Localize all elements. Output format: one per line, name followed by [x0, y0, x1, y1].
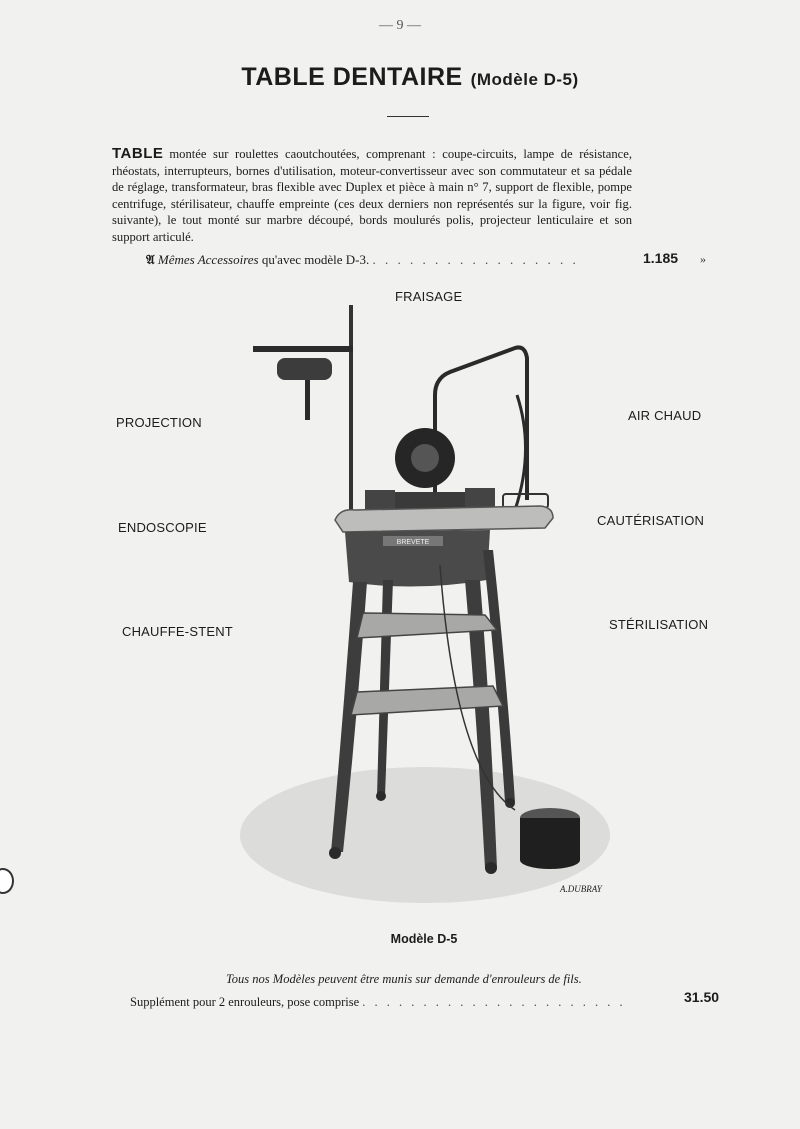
accessories-line: [146, 252, 579, 268]
label-cauterisation: CAUTÉRISATION: [597, 513, 705, 528]
caster: [329, 847, 341, 859]
accessories-price: 1.185: [643, 250, 679, 266]
projector-arm: [253, 346, 353, 352]
title-model: (Modèle D-5): [470, 70, 579, 89]
supplement-line: [130, 995, 626, 1010]
foot-pedal-base: [520, 851, 580, 869]
label-chauffe-stent: CHAUFFE-STENT: [122, 624, 233, 639]
label-air-chaud: AIR CHAUD: [628, 408, 702, 423]
switch-block-left: [365, 490, 395, 510]
accessories-text: qu'avec modèle D-3.: [261, 252, 370, 267]
name-plate-text: BREVETE: [396, 539, 430, 546]
motor-hub: [411, 444, 439, 472]
supplement-leaders: . . . . . . . . . . . . . . . . . . . . . .: [362, 995, 626, 1009]
leg-back-left: [377, 580, 393, 796]
projector-lamp: [277, 358, 332, 380]
projector-handle: [305, 380, 310, 420]
title-main: TABLE DENTAIRE: [241, 63, 463, 91]
description-lead: TABLE: [112, 145, 164, 162]
title-rule: [387, 116, 429, 117]
illustrator-signature: A.DUBRAY: [560, 884, 602, 894]
label-endoscopie: ENDOSCOPIE: [118, 520, 207, 535]
caster: [485, 862, 497, 874]
accessories-leaders: . . . . . . . . . . . . . . . . .: [372, 252, 579, 267]
marble-top: [335, 506, 553, 532]
accessories-symbol: 𝔄: [146, 252, 155, 267]
description-text: montée sur roulettes caoutchoutées, comprenant : coupe-circuits, lampe de résistance, rhéostats, interrupteurs, bornes d'utilisation, moteur-convertisseur avec son commutateur et sa pédale de réglage, transformateur, bras flexible avec Duplex et pièce à main n° 7, support de flexible, pompe centrifuge, stérilisateur, chauffe empreinte (ces deux derniers non représentés sur la figure, voir fig. suivante), le tout monté sur marbre découpé, bords moulurés polis, projecteur lenticulaire et son support articulé.: [112, 147, 632, 244]
description: [112, 146, 632, 246]
reel-note: Tous nos Modèles peuvent être munis sur demande d'enrouleurs de fils.: [226, 972, 582, 986]
figure-caption: Modèle D-5: [390, 932, 458, 946]
label-projection: PROJECTION: [116, 415, 202, 430]
caster: [376, 791, 386, 801]
label-sterilisation: STÉRILISATION: [609, 617, 709, 632]
supplement-price: 31.50: [684, 989, 720, 1005]
supplement-text: Supplément pour 2 enrouleurs, pose comprise: [130, 995, 360, 1009]
label-fraisage: FRAISAGE: [395, 289, 463, 304]
accessories-italic: Mêmes Accessoires: [157, 252, 259, 267]
binding-hole: [0, 868, 14, 894]
page-title: [0, 63, 800, 92]
page-number: — 9 —: [379, 18, 421, 33]
projector-stand-rod: [349, 305, 353, 520]
accessories-currency-mark: »: [700, 252, 706, 266]
dental-table-illustration: [235, 300, 625, 915]
